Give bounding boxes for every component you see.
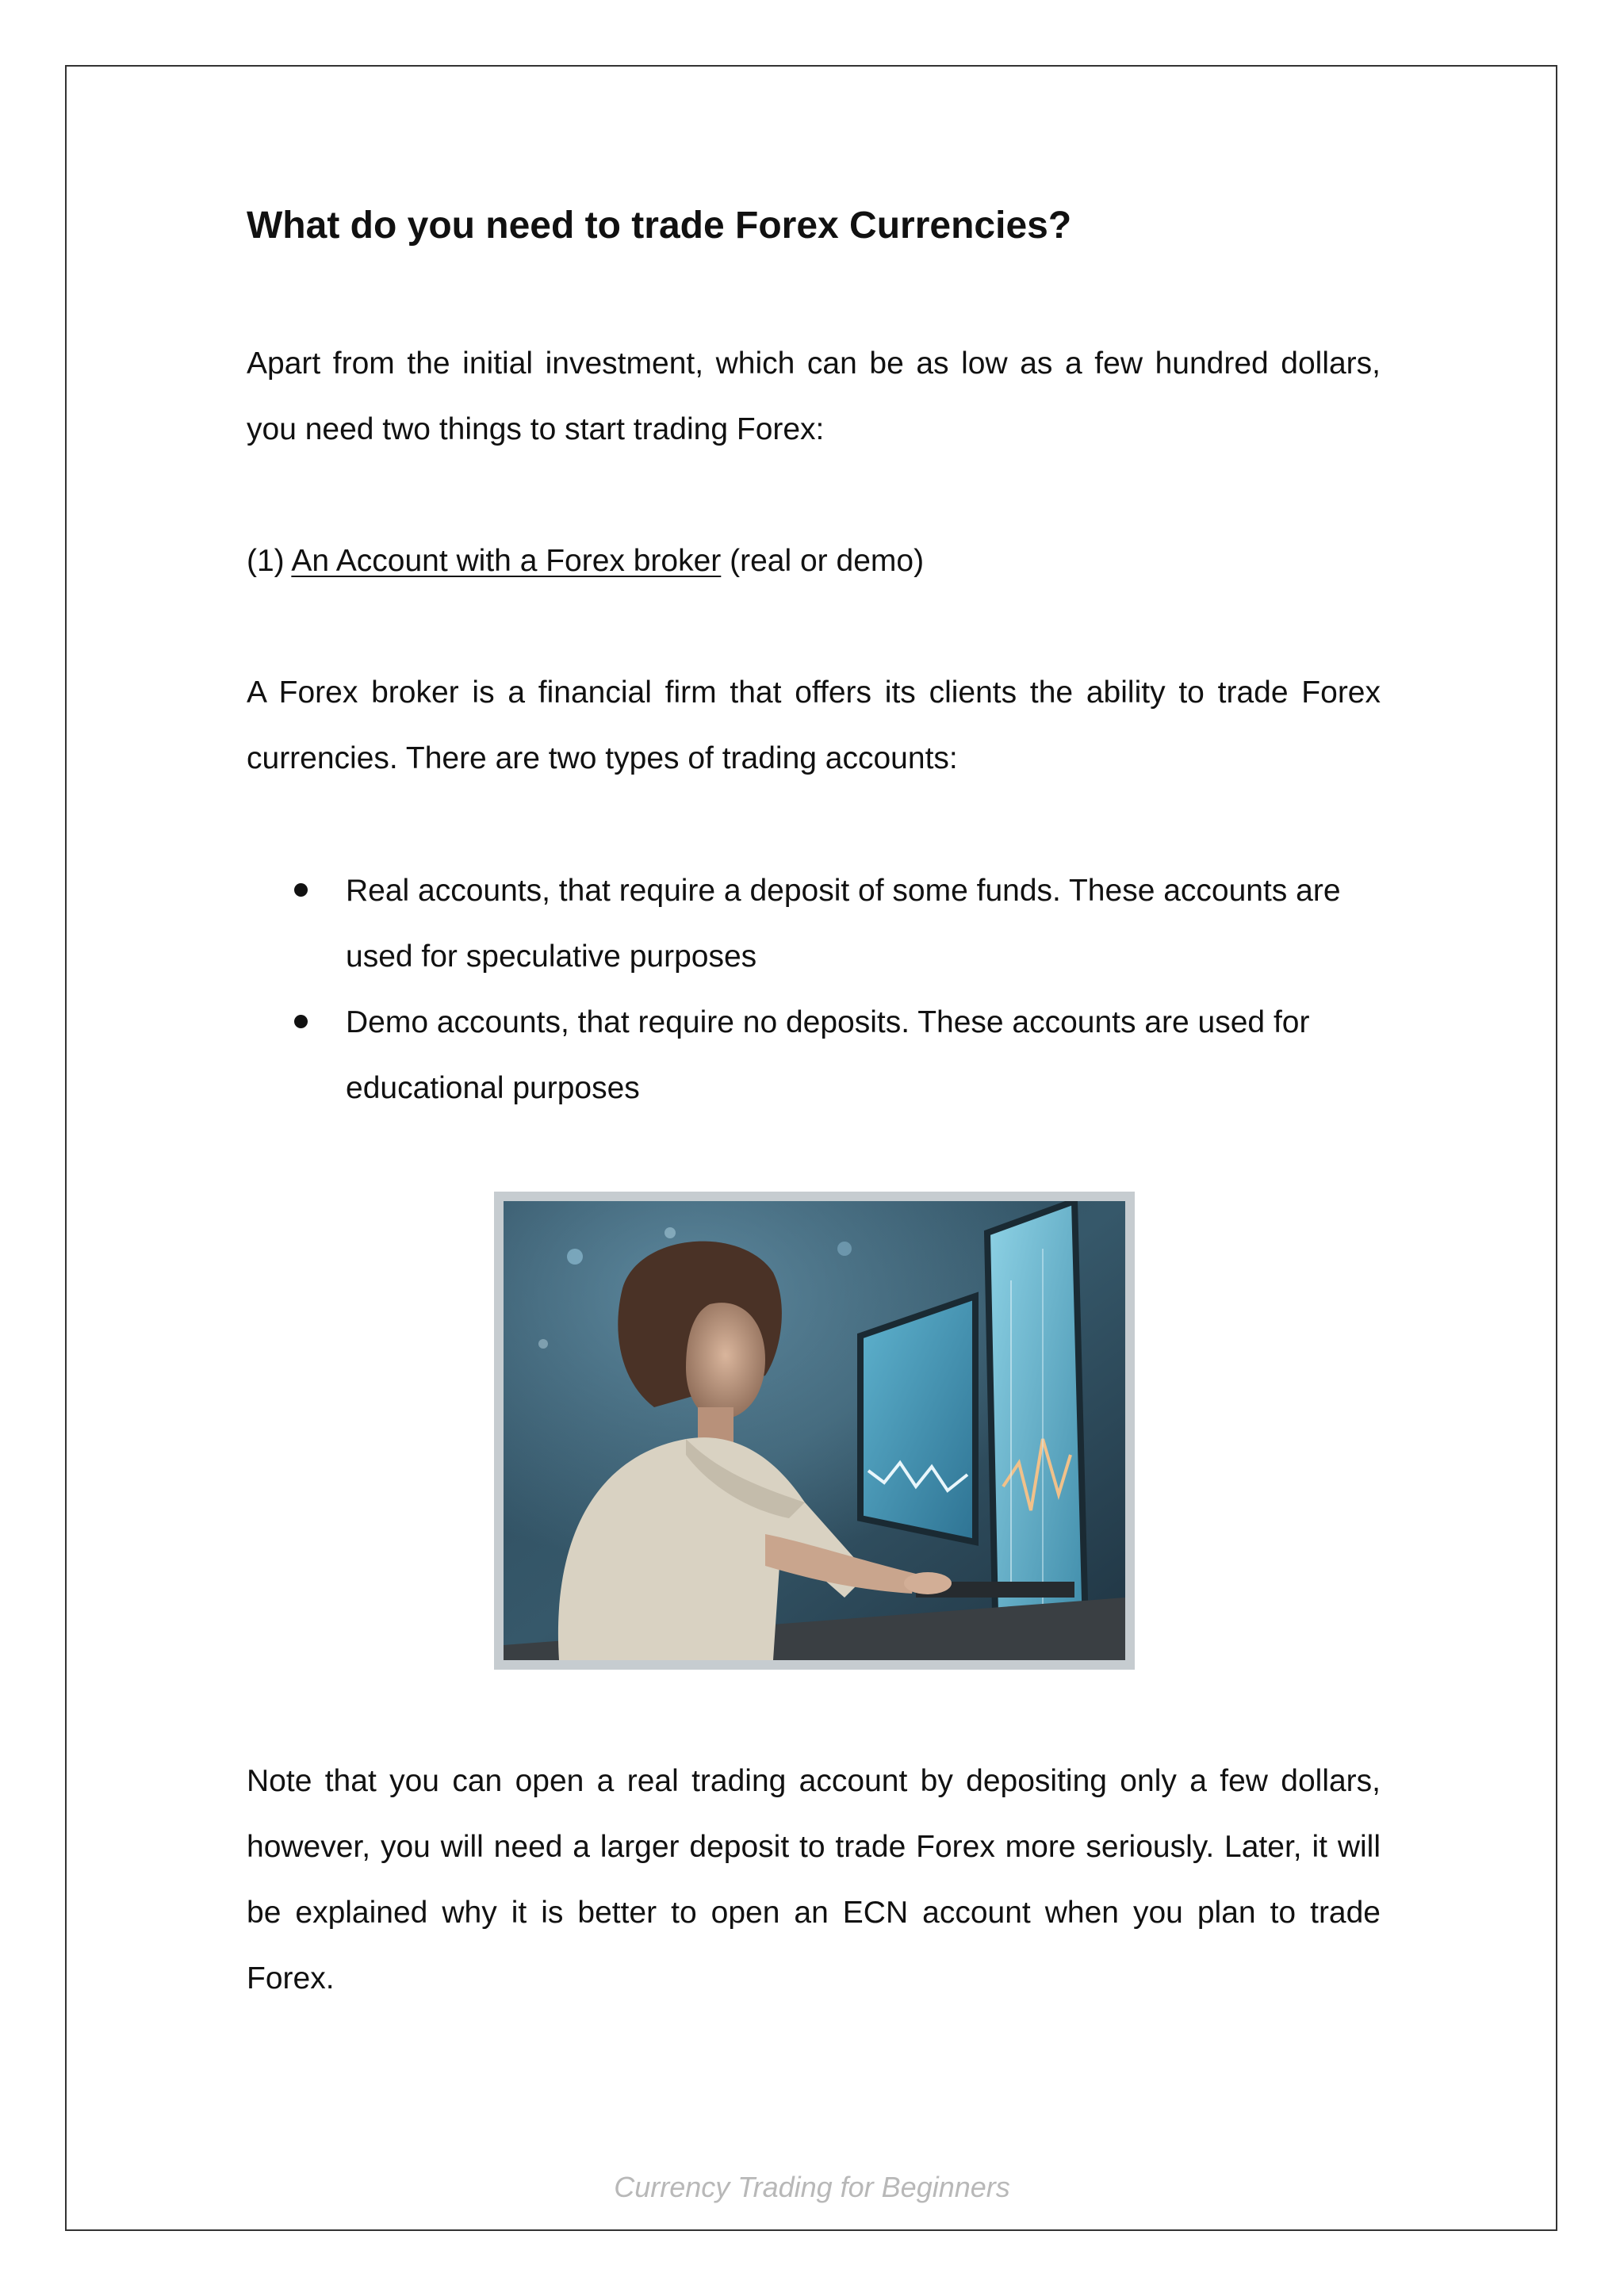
note-paragraph: Note that you can open a real trading account by depositing only a few dollars, however, you will need a larger deposit to trade Forex more seriously. Later, it will be explained why it is better to open an ECN account when you plan to trade Forex.: [247, 1764, 1381, 1996]
account-types-list: [247, 858, 1381, 1121]
intro-paragraph: Apart from the initial investment, which can be as low as a few hundred dollars, you need two things to start trading Forex:: [247, 346, 1381, 446]
list-item-text: Demo accounts, that require no deposits. These accounts are used for educational purposes: [346, 1005, 1310, 1105]
page-footer: Currency Trading for Beginners: [614, 2171, 1010, 2203]
list-item: [247, 858, 1381, 989]
list-item-text: Real accounts, that require a deposit of some funds. These accounts are used for speculative purposes: [346, 874, 1341, 974]
requirement-line: [247, 528, 1381, 594]
bullet-icon: [294, 1015, 308, 1028]
page-title: What do you need to trade Forex Currencies?: [247, 205, 1072, 247]
requirement-number: (1): [247, 544, 285, 578]
requirement-suffix: (real or demo): [730, 544, 925, 578]
trader-photo: [504, 1201, 1125, 1660]
broker-description: A Forex broker is a financial firm that offers its clients the ability to trade Forex currencies. There are two types of trading accounts:: [247, 675, 1381, 775]
broker-account-link[interactable]: An Account with a Forex broker: [291, 544, 722, 578]
trader-photo-frame: [494, 1192, 1135, 1670]
list-item: [247, 989, 1381, 1121]
bullet-icon: [294, 883, 308, 897]
